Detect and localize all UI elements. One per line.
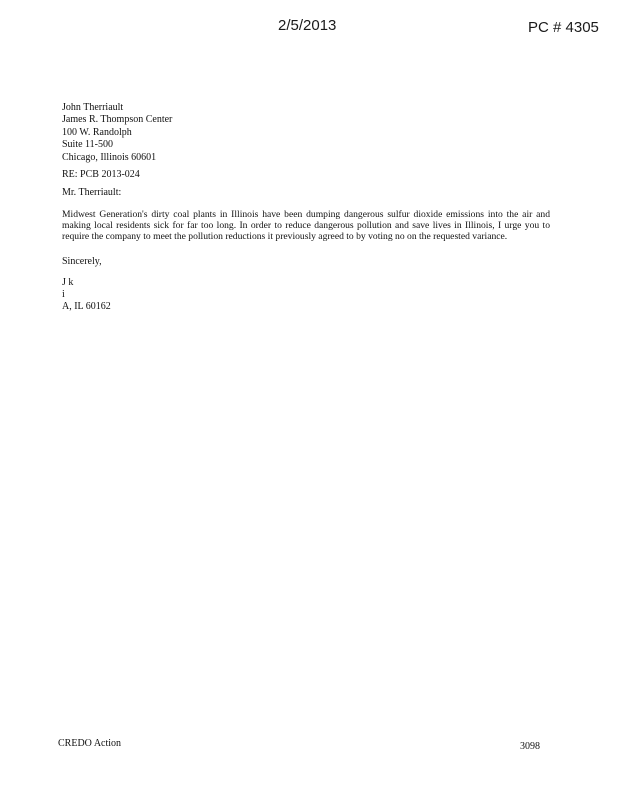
recipient-name: John Therriault <box>62 102 124 113</box>
salutation: Mr. Therriault: <box>62 187 122 198</box>
reference-line: RE: PCB 2013-024 <box>62 169 140 180</box>
footer-page-number: 3098 <box>520 741 540 752</box>
signer-block <box>62 277 111 313</box>
recipient-street: 100 W. Randolph <box>62 126 132 138</box>
recipient-suite: Suite 11-500 <box>62 139 114 151</box>
signer-address: A, IL 60162 <box>62 301 111 312</box>
footer-organization: CREDO Action <box>58 738 122 749</box>
signer-line: i <box>62 289 65 300</box>
recipient-address <box>62 102 172 164</box>
signer-initial: J k <box>62 277 74 288</box>
letter-body: Midwest Generation's dirty coal plants in Illinois have been dumping dangerous sulfur dioxide emissions into the air and making local residents sick for far too long. In order to reduce dangerous pollution and save lives in Illinois, I urge you to require the company to meet the pollution reductions it previously agreed to by voting no on the requested variance. <box>62 209 550 242</box>
closing: Sincerely, <box>62 256 102 267</box>
recipient-city: Chicago, Illinois 60601 <box>62 151 157 163</box>
recipient-center: James R. Thompson Center <box>62 114 173 126</box>
public-comment-number: PC # 4305 <box>528 19 599 36</box>
header-date: 2/5/2013 <box>278 17 337 34</box>
